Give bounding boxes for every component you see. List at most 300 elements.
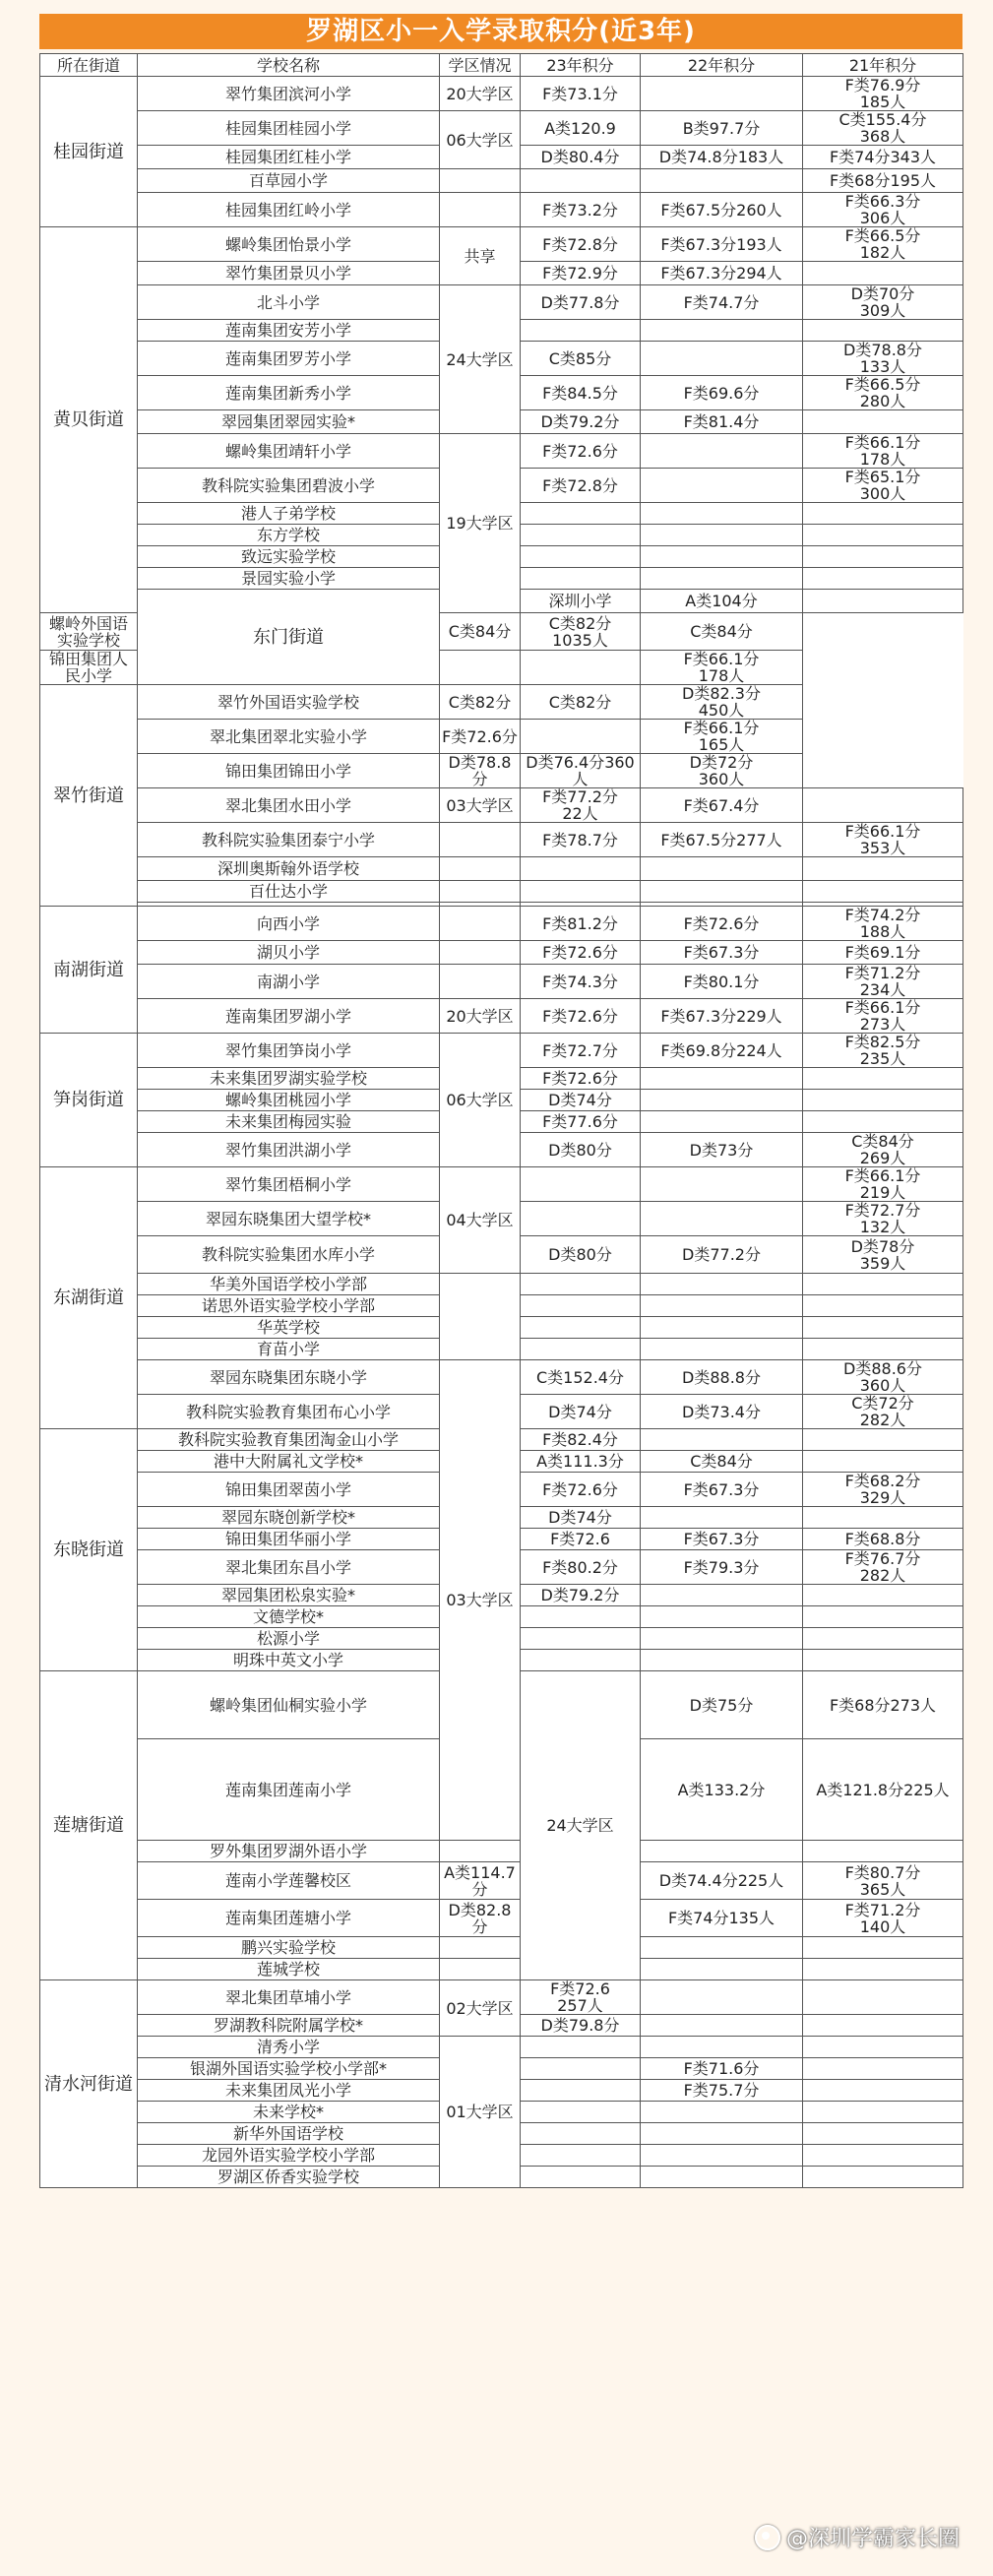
score-23-cell: C类152.4分 [521,1360,641,1395]
school-cell: 翠竹集团景贝小学 [138,262,440,285]
school-cell: 翠北集团翠北实验小学 [138,720,440,754]
score-23-cell [521,720,641,754]
score-21-cell [803,2037,963,2058]
school-cell: 螺岭集团仙桐实验小学 [138,1671,440,1739]
score-21-cell: D类78.8分 133人 [803,342,963,376]
district-cell: D类82.8分 [440,1900,521,1937]
score-22-cell [641,2145,803,2167]
district-cell [440,169,521,193]
score-23-cell: F类74.3分 [521,965,641,999]
school-cell: 翠竹集团洪湖小学 [138,1133,440,1167]
score-22-cell: B类97.7分 [641,111,803,146]
school-cell: 松源小学 [138,1628,440,1650]
score-22-cell [641,525,803,546]
score-22-cell [641,1317,803,1339]
score-22-cell: D类73分 [641,1133,803,1167]
score-23-cell [521,1339,641,1360]
score-21-cell [803,1650,963,1671]
score-22-cell: C类84分 [641,1451,803,1473]
score-23-cell: D类77.8分 [521,285,641,320]
score-21-cell [803,546,963,568]
watermark-text: @深圳学霸家长圈 [785,2527,960,2551]
score-23-cell: F类72.6分 [521,434,641,469]
score-23-cell [521,1295,641,1317]
score-23-cell: F类72.6分 [521,1473,641,1507]
score-22-cell [641,1167,803,1202]
score-22-cell: D类88.8分 [641,1360,803,1395]
school-cell: 锦田集团翠茵小学 [138,1473,440,1507]
school-cell: 翠竹集团滨河小学 [138,77,440,111]
school-cell: 桂园集团红岭小学 [138,193,440,227]
score-22-cell [641,1937,803,1959]
school-cell: 翠北集团东昌小学 [138,1550,440,1585]
score-22-cell: D类75分 [641,1671,803,1739]
school-cell: 翠竹外国语实验学校 [138,685,440,720]
score-22-cell [641,546,803,568]
score-21-cell: F类66.1分 219人 [803,1167,963,1202]
score-21-cell [803,881,963,903]
score-22-cell [641,2123,803,2145]
score-23-cell [521,2167,641,2188]
score-21-cell: F类82.5分 235人 [803,1034,963,1068]
table-header-row [40,54,963,77]
score-22-cell: F类71.6分 [641,2058,803,2080]
score-22-cell [641,1202,803,1236]
score-22-cell [641,469,803,503]
school-cell: 桂园集团红桂小学 [138,146,440,169]
score-23-cell: D类74分 [521,1090,641,1111]
score-23-cell: F类72.7分 [521,1034,641,1068]
school-cell: 致远实验学校 [138,546,440,568]
district-cell: 24大学区 [440,285,521,434]
school-cell: 向西小学 [138,907,440,941]
school-cell: 教科院实验集团碧波小学 [138,469,440,503]
street-cell: 清水河街道 [40,1980,138,2188]
table-row [40,1980,963,2015]
score-22-cell [641,2102,803,2123]
score-21-cell: F类74分343人 [803,146,963,169]
header-district: 学区情况 [440,54,521,77]
score-22-cell: F类67.5分277人 [641,823,803,857]
score-23-cell [521,1628,641,1650]
table-row [40,999,963,1034]
school-cell: 未来集团凤光小学 [138,2080,440,2102]
school-cell: 未来集团梅园实验 [138,1111,440,1133]
school-cell: 锦田集团锦田小学 [138,754,440,788]
street-cell: 东湖街道 [40,1167,138,1429]
score-23-cell: D类76.4分360人 [521,754,641,788]
school-cell: 北斗小学 [138,285,440,320]
table-row [40,111,963,146]
school-cell: 翠园集团翠园实验* [138,410,440,434]
school-cell: 罗湖教科院附属学校* [138,2015,440,2037]
score-21-cell [803,2145,963,2167]
score-23-cell [521,525,641,546]
score-23-cell: 24大学区 [521,1671,641,1980]
table-row [40,754,963,788]
school-cell: 莲城学校 [138,1959,440,1980]
school-cell: 未来学校* [138,2102,440,2123]
score-23-cell [521,1274,641,1295]
score-21-cell: C类72分 282人 [803,1395,963,1429]
street-cell: 锦田集团人民小学 [40,651,138,685]
score-21-cell [803,857,963,881]
school-cell: 龙园外语实验学校小学部 [138,2145,440,2167]
header-school: 学校名称 [138,54,440,77]
school-cell: 鹏兴实验学校 [138,1937,440,1959]
score-21-cell [803,1507,963,1529]
district-cell [440,651,521,685]
score-22-cell: F类74.7分 [641,285,803,320]
score-22-cell: F类72.6分 [641,907,803,941]
score-23-cell: C类82分 1035人 [521,613,641,651]
score-22-cell [641,77,803,111]
score-23-cell: F类77.2分 22人 [521,788,641,823]
score-22-cell: F类67.3分229人 [641,999,803,1034]
score-23-cell [521,857,641,881]
table-row [40,823,963,857]
page-title: 罗湖区小一入学录取积分(近3年) [39,14,962,49]
score-23-cell: F类72.6分 [521,1068,641,1090]
score-23-cell [521,2123,641,2145]
score-22-cell: F类79.3分 [641,1550,803,1585]
school-cell: 莲南集团罗湖小学 [138,999,440,1034]
score-21-cell: F类68分195人 [803,169,963,193]
school-cell: 未来集团罗湖实验学校 [138,1068,440,1090]
district-cell [440,857,521,881]
score-21-cell: F类72.7分 132人 [803,1202,963,1236]
wechat-channel-icon [755,2525,780,2550]
header-street: 所在街道 [40,54,138,77]
district-cell [440,965,521,999]
table-row [40,857,963,881]
score-22-cell: F类67.3分 [641,1529,803,1550]
score-21-cell: F类68分273人 [803,1671,963,1739]
header-score-22: 22年积分 [641,54,803,77]
score-21-cell [803,1451,963,1473]
school-cell: 明珠中英文小学 [138,1650,440,1671]
score-23-cell [521,568,641,590]
score-23-cell [521,2145,641,2167]
school-cell: 桂园集团桂园小学 [138,111,440,146]
score-23-cell: D类80分 [521,1133,641,1167]
score-21-cell [803,1295,963,1317]
score-23-cell: C类82分 [521,685,641,720]
school-cell: 教科院实验集团水库小学 [138,1236,440,1274]
score-23-cell: D类74分 [521,1507,641,1529]
street-cell: 南湖街道 [40,907,138,1034]
score-22-cell [641,1111,803,1133]
district-cell: 04大学区 [440,1167,521,1274]
score-23-cell: 深圳小学 [521,590,641,613]
district-cell [440,823,521,857]
school-cell: 翠园东晓集团东晓小学 [138,1360,440,1395]
school-cell: 百仕达小学 [138,881,440,903]
school-cell: 清秀小学 [138,2037,440,2058]
score-23-cell [521,1167,641,1202]
table-row [40,1841,963,1862]
score-21-cell: F类66.1分 353人 [803,823,963,857]
school-cell: 罗湖区侨香实验学校 [138,2167,440,2188]
district-cell [440,1841,521,1862]
score-21-cell: F类76.7分 282人 [803,1550,963,1585]
score-23-cell: D类79.8分 [521,2015,641,2037]
score-21-cell [803,2123,963,2145]
score-21-cell [803,1317,963,1339]
score-23-cell [521,503,641,525]
score-22-cell [641,1295,803,1317]
score-21-cell: F类80.7分 365人 [803,1862,963,1900]
score-23-cell: F类78.7分 [521,823,641,857]
score-23-cell [521,320,641,342]
score-22-cell [641,320,803,342]
district-cell: C类84分 [440,613,521,651]
score-22-cell: F类69.6分 [641,376,803,410]
score-23-cell: F类73.1分 [521,77,641,111]
table-body [40,77,963,2188]
watermark [755,2522,960,2552]
score-22-cell: F类75.7分 [641,2080,803,2102]
school-cell: 景园实验小学 [138,568,440,590]
school-cell: 教科院实验集团泰宁小学 [138,823,440,857]
school-cell: 螺岭集团怡景小学 [138,227,440,262]
score-21-cell [803,262,963,285]
district-cell [440,193,521,227]
score-23-cell: F类73.2分 [521,193,641,227]
district-cell: 03大学区 [440,788,521,823]
score-22-cell [641,568,803,590]
score-21-cell: F类66.5分 280人 [803,376,963,410]
district-cell: 06大学区 [440,1034,521,1167]
score-21-cell: F类65.1分 300人 [803,469,963,503]
school-cell: 翠园东晓集团大望学校* [138,1202,440,1236]
score-23-cell [521,169,641,193]
score-21-cell: F类66.1分 178人 [803,434,963,469]
table-row [40,1862,963,1900]
score-23-cell: F类72.6分 [521,999,641,1034]
district-cell: 共享 [440,227,521,285]
score-22-cell [641,1585,803,1606]
street-cell: 桂园街道 [40,77,138,227]
school-cell: 罗外集团罗湖外语小学 [138,1841,440,1862]
district-cell: F类72.6分 [440,720,521,754]
score-21-cell: D类78分 359人 [803,1236,963,1274]
score-21-cell [803,1090,963,1111]
score-22-cell [641,881,803,903]
score-23-cell: D类80分 [521,1236,641,1274]
school-cell: 港中大附属礼文学校* [138,1451,440,1473]
table-row [40,1167,963,1202]
score-21-cell: F类69.1分 [803,941,963,965]
score-22-cell [641,342,803,376]
score-22-cell: D类74.8分183人 [641,146,803,169]
score-23-cell [521,1317,641,1339]
score-21-cell [803,1274,963,1295]
school-cell: 百草园小学 [138,169,440,193]
score-21-cell: F类68.2分 329人 [803,1473,963,1507]
score-21-cell [803,2015,963,2037]
score-22-cell: F类67.5分260人 [641,193,803,227]
score-21-cell [803,1628,963,1650]
score-22-cell [641,503,803,525]
score-22-cell: F类74分135人 [641,1900,803,1937]
score-22-cell: D类77.2分 [641,1236,803,1274]
score-22-cell [641,1628,803,1650]
school-cell: 湖贝小学 [138,941,440,965]
score-22-cell [641,1980,803,2015]
table-row [40,1959,963,1980]
score-21-cell [803,1339,963,1360]
table-row [40,965,963,999]
score-22-cell [641,1650,803,1671]
school-cell: 莲南集团安芳小学 [138,320,440,342]
score-21-cell: F类68.8分 [803,1529,963,1550]
score-21-cell [803,1068,963,1090]
score-23-cell: F类72.8分 [521,469,641,503]
score-21-cell [803,1606,963,1628]
street-cell: 螺岭外国语实验学校 [40,613,138,651]
score-21-cell [803,1937,963,1959]
score-23-cell: F类84.5分 [521,376,641,410]
score-22-cell: F类67.3分193人 [641,227,803,262]
score-21-cell [803,2167,963,2188]
district-cell: 06大学区 [440,111,521,169]
score-23-cell: F类72.9分 [521,262,641,285]
score-21-cell [803,788,963,823]
score-21-cell: D类88.6分 360人 [803,1360,963,1395]
score-21-cell [803,1429,963,1451]
score-23-cell [521,651,641,685]
district-cell: 03大学区 [440,1360,521,1841]
table-row [40,434,963,469]
school-cell: 深圳奥斯翰外语学校 [138,857,440,881]
score-22-cell [641,2037,803,2058]
school-cell: 螺岭集团靖轩小学 [138,434,440,469]
header-score-21: 21年积分 [803,54,963,77]
school-cell: 锦田集团华丽小学 [138,1529,440,1550]
district-cell [440,1937,521,1959]
table-row [40,1034,963,1068]
score-22-cell: C类84分 [641,613,803,651]
school-cell: 莲南集团罗芳小学 [138,342,440,376]
score-23-cell: F类77.6分 [521,1111,641,1133]
school-cell: 南湖小学 [138,965,440,999]
score-21-cell [803,1111,963,1133]
school-cell: 莲南小学莲馨校区 [138,1862,440,1900]
score-22-cell [641,1274,803,1295]
school-cell: 莲南集团莲南小学 [138,1739,440,1841]
score-22-cell [641,857,803,881]
table-row [40,1900,963,1937]
school-cell: 莲南集团莲塘小学 [138,1900,440,1937]
district-cell [440,907,521,941]
score-23-cell [521,2080,641,2102]
score-23-cell [521,1650,641,1671]
score-21-cell: F类66.5分 182人 [803,227,963,262]
school-cell: 翠北集团水田小学 [138,788,440,823]
school-cell: 翠竹集团梧桐小学 [138,1167,440,1202]
school-cell: 文德学校* [138,1606,440,1628]
score-23-cell: D类80.4分 [521,146,641,169]
score-21-cell [803,2080,963,2102]
district-cell: A类114.7分 [440,1862,521,1900]
score-23-cell: D类74分 [521,1395,641,1429]
score-23-cell: F类72.6分 [521,941,641,965]
score-21-cell [803,1585,963,1606]
table-row [40,193,963,227]
score-21-cell: F类71.2分 234人 [803,965,963,999]
score-22-cell: D类72分 360人 [641,754,803,788]
score-22-cell [641,169,803,193]
school-cell: 东方学校 [138,525,440,546]
school-cell: 教科院实验教育集团布心小学 [138,1395,440,1429]
table-row [40,720,963,754]
school-cell: 螺岭集团桃园小学 [138,1090,440,1111]
score-23-cell: F类72.6 [521,1529,641,1550]
score-23-cell: D类79.2分 [521,410,641,434]
score-23-cell [521,2037,641,2058]
score-22-cell [641,1606,803,1628]
table-row [40,941,963,965]
street-cell: 翠竹街道 [40,685,138,907]
score-22-cell: F类66.1分 178人 [641,651,803,685]
score-22-cell [641,1959,803,1980]
school-cell: 翠园东晓创新学校* [138,1507,440,1529]
score-23-cell: F类80.2分 [521,1550,641,1585]
district-cell [440,881,521,903]
score-22-cell: F类66.1分 165人 [641,720,803,754]
score-21-cell: F类66.3分 306人 [803,193,963,227]
street-cell: 东晓街道 [40,1429,138,1671]
score-22-cell: F类67.4分 [641,788,803,823]
school-cell: 诺思外语实验学校小学部 [138,1295,440,1317]
school-cell: 莲南集团新秀小学 [138,376,440,410]
score-22-cell: A类133.2分 [641,1739,803,1841]
table-row [40,685,963,720]
score-22-cell: A类104分 [641,590,803,613]
score-21-cell: A类121.8分225人 [803,1739,963,1841]
score-21-cell [803,410,963,434]
score-23-cell [521,1606,641,1628]
score-22-cell: D类82.3分 450人 [641,685,803,720]
table-row [40,77,963,111]
score-21-cell: F类76.9分 185人 [803,77,963,111]
school-cell: 华美外国语学校小学部 [138,1274,440,1295]
score-23-cell [521,2102,641,2123]
header-score-23: 23年积分 [521,54,641,77]
score-23-cell: A类120.9 [521,111,641,146]
score-23-cell: D类79.2分 [521,1585,641,1606]
score-23-cell: A类111.3分 [521,1451,641,1473]
score-21-cell: C类155.4分 368人 [803,111,963,146]
score-22-cell: F类67.3分294人 [641,262,803,285]
school-cell: 育苗小学 [138,1339,440,1360]
school-cell: 东门街道 [138,590,440,685]
score-21-cell [803,590,963,613]
table-row [40,2037,963,2058]
school-cell: 港人子弟学校 [138,503,440,525]
score-22-cell [641,1841,803,1862]
table-row [40,907,963,941]
score-22-cell: F类69.8分224人 [641,1034,803,1068]
score-22-cell [641,2015,803,2037]
score-21-cell [803,525,963,546]
table-row [40,169,963,193]
street-cell: 黄贝街道 [40,227,138,613]
district-cell [440,1959,521,1980]
school-cell: 新华外国语学校 [138,2123,440,2145]
score-21-cell: F类74.2分 188人 [803,907,963,941]
